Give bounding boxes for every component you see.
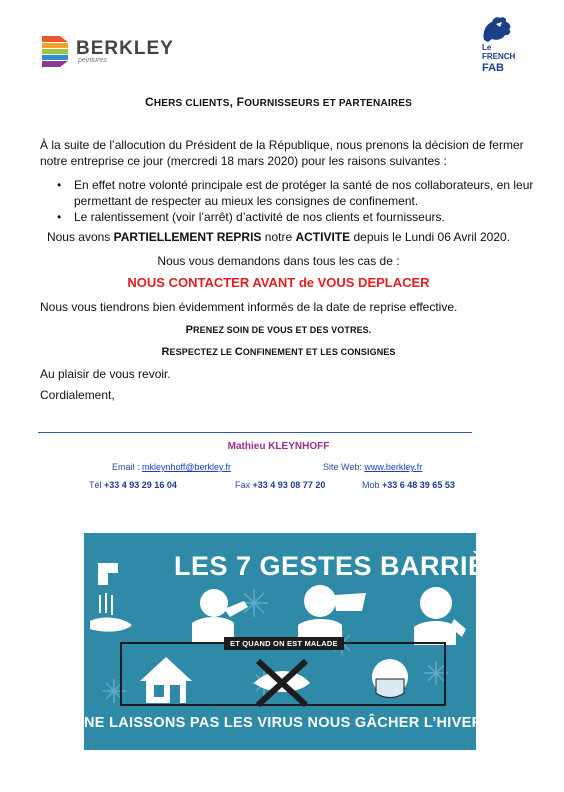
care-line: PRENEZ SOIN DE VOUS ET DES VOTRES.: [185, 324, 372, 336]
signature-separator: [38, 432, 472, 433]
contact-first-warning: NOUS CONTACTER AVANT de VOUS DEPLACER: [127, 275, 430, 290]
gestes-barrieres-poster: [84, 533, 544, 750]
french-fab-logo: [476, 14, 516, 76]
phone-line: Tél +33 4 93 29 16 04: [89, 480, 177, 490]
mask-icon: [372, 659, 408, 698]
reprise-line: Nous avons PARTIELLEMENT REPRIS notre ACTIVITE depuis le Lundi 06 Avril 2020.: [46, 230, 511, 244]
website-line: Site Web: www.berkley.fr: [323, 462, 423, 472]
berkley-wordmark: BERKLEY: [76, 38, 174, 59]
fax-line: Fax +33 4 93 08 77 20: [235, 480, 326, 490]
demand-line: Nous vous demandons dans tous les cas de :: [157, 254, 400, 268]
handwash-icon: [90, 563, 132, 632]
berkley-logo: [40, 30, 190, 72]
cough-elbow-icon: [192, 589, 248, 643]
website-link[interactable]: www.berkley.fr: [364, 462, 423, 472]
rooster-icon: [476, 14, 516, 44]
closing-greeting: Au plaisir de vous revoir.: [40, 367, 171, 381]
poster-title: LES 7 GESTES BARRIÈRES: [174, 551, 544, 581]
reason-item: • Le ralentissement (voir l’arrêt) d’activité de nos clients et fournisseurs.: [74, 209, 564, 225]
tissue-icon: [298, 585, 366, 645]
french-fab-french: FRENCH: [482, 52, 516, 61]
reason-item: • En effet notre volonté principale est de protéger la santé de nos collaborateurs, en leur permettant de respecter au mieux les consignes de confinement.: [74, 177, 564, 209]
closing-signoff: Cordialement,: [40, 388, 115, 402]
email-line: Email : mkleynhoff@berkley.fr: [112, 462, 231, 472]
letter-title: CHERS CLIENTS, FOURNISSEURS ET PARTENAIRES: [144, 95, 413, 109]
reasons-list: [40, 177, 564, 225]
french-fab-fab: FAB: [482, 62, 504, 74]
no-handshake-icon: [254, 661, 310, 705]
french-fab-le: Le: [482, 43, 492, 52]
berkley-stripes-icon: [40, 32, 70, 70]
no-face-touch-icon: [414, 587, 466, 645]
signature-name: Mathieu KLEYNHOFF: [227, 441, 330, 452]
respect-line: RESPECTEZ LE CONFINEMENT ET LES CONSIGNES: [161, 346, 396, 358]
poster-footer: NE LAISSONS PAS LES VIRUS NOUS GÂCHER L’HIVER: [84, 715, 483, 731]
mobile-line: Mob +33 6 48 39 65 53: [362, 480, 455, 490]
email-link[interactable]: mkleynhoff@berkley.fr: [142, 462, 231, 472]
stay-home-icon: [140, 657, 192, 703]
inform-paragraph: Nous vous tiendrons bien évidemment informés de la date de reprise effective.: [40, 300, 458, 314]
poster-sick-tag: ET QUAND ON EST MALADE: [224, 637, 344, 650]
berkley-tagline: peintures: [78, 57, 107, 64]
intro-paragraph: À la suite de l’allocution du Président de la République, nous prenons la décision de fermer notre entreprise ce jour (mercredi 18 mars 2020) pour les raisons suivantes :: [40, 138, 524, 168]
